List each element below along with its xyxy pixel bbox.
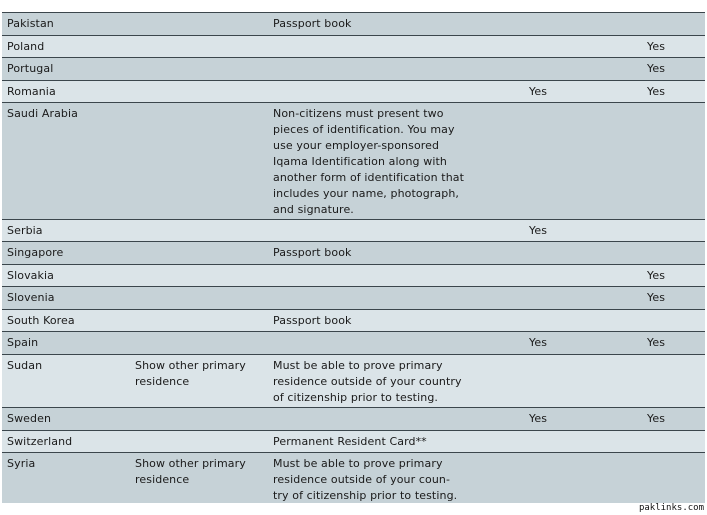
column-4-cell: Yes bbox=[529, 412, 548, 425]
other-requirement-cell bbox=[130, 265, 268, 286]
country-cell: Singapore bbox=[7, 246, 64, 259]
column-5-cell bbox=[642, 242, 705, 264]
table-row bbox=[2, 103, 705, 220]
column-5-cell: Yes bbox=[647, 269, 666, 282]
column-4-cell: Yes bbox=[529, 336, 548, 349]
other-requirement-cell bbox=[130, 220, 268, 241]
table-row bbox=[2, 408, 705, 431]
column-5-cell bbox=[642, 310, 705, 331]
column-4-cell bbox=[525, 431, 642, 452]
identification-cell bbox=[268, 220, 525, 241]
identification-cell bbox=[268, 58, 525, 80]
country-cell: Portugal bbox=[7, 62, 54, 75]
column-4-cell bbox=[525, 13, 642, 35]
column-4-cell: Yes bbox=[529, 224, 548, 237]
country-cell: Poland bbox=[7, 40, 45, 53]
other-requirement-cell: Show other primary residence bbox=[135, 359, 246, 388]
table-row bbox=[2, 453, 705, 503]
column-5-cell: Yes bbox=[647, 85, 666, 98]
other-requirement-cell: Show other primary residence bbox=[135, 457, 246, 486]
country-cell: Spain bbox=[7, 336, 39, 349]
column-4-cell bbox=[525, 310, 642, 331]
column-5-cell: Yes bbox=[647, 336, 666, 349]
country-cell: Sudan bbox=[7, 359, 43, 372]
other-requirement-cell bbox=[130, 36, 268, 57]
column-4-cell bbox=[525, 287, 642, 309]
other-requirement-cell bbox=[130, 13, 268, 35]
watermark-text: paklinks.com bbox=[638, 503, 704, 513]
identification-cell bbox=[268, 81, 525, 102]
other-requirement-cell bbox=[130, 310, 268, 331]
column-4-cell bbox=[525, 453, 642, 504]
column-5-cell bbox=[642, 13, 705, 35]
table-row bbox=[2, 13, 705, 36]
country-cell: Syria bbox=[7, 457, 36, 470]
identification-cell: Passport book bbox=[273, 17, 352, 30]
other-requirement-cell bbox=[130, 287, 268, 309]
column-4-cell bbox=[525, 265, 642, 286]
table-row bbox=[2, 287, 705, 310]
column-5-cell bbox=[642, 431, 705, 452]
country-cell: Pakistan bbox=[7, 17, 54, 30]
table-row bbox=[2, 242, 705, 265]
table-row bbox=[2, 265, 705, 287]
identification-cell bbox=[268, 36, 525, 57]
other-requirement-cell bbox=[130, 242, 268, 264]
column-5-cell: Yes bbox=[647, 40, 666, 53]
identification-cell: Must be able to prove primary residence outside of your coun- try of citizenship prior to testing. bbox=[273, 457, 458, 502]
column-4-cell bbox=[525, 58, 642, 80]
requirements-table bbox=[2, 12, 705, 503]
country-cell: Switzerland bbox=[7, 435, 73, 448]
other-requirement-cell bbox=[130, 332, 268, 354]
identification-cell: Must be able to prove primary residence outside of your country of citizenship prior to testing. bbox=[273, 359, 462, 404]
country-cell: Slovenia bbox=[7, 291, 55, 304]
column-5-cell bbox=[642, 103, 705, 219]
table-row bbox=[2, 332, 705, 355]
identification-cell bbox=[268, 408, 525, 430]
column-4-cell bbox=[525, 355, 642, 407]
table-row bbox=[2, 81, 705, 103]
other-requirement-cell bbox=[130, 103, 268, 219]
identification-cell: Passport book bbox=[273, 314, 352, 327]
country-cell: Romania bbox=[7, 85, 56, 98]
country-cell: Sweden bbox=[7, 412, 52, 425]
country-cell: Serbia bbox=[7, 224, 43, 237]
identification-cell bbox=[268, 265, 525, 286]
identification-cell: Non-citizens must present two pieces of identification. You may use your employer-sponsored Iqama Identification along with another form of identification that includes your name, photograph, and signature. bbox=[273, 107, 465, 216]
identification-cell bbox=[268, 287, 525, 309]
identification-cell: Passport book bbox=[273, 246, 352, 259]
column-5-cell bbox=[642, 453, 705, 504]
other-requirement-cell bbox=[130, 81, 268, 102]
country-cell: Saudi Arabia bbox=[7, 107, 78, 120]
other-requirement-cell bbox=[130, 408, 268, 430]
table-row bbox=[2, 431, 705, 453]
table-row bbox=[2, 36, 705, 58]
table-row bbox=[2, 310, 705, 332]
column-4-cell bbox=[525, 36, 642, 57]
identification-cell: Permanent Resident Card** bbox=[273, 435, 427, 448]
table-row bbox=[2, 355, 705, 408]
column-5-cell: Yes bbox=[647, 412, 666, 425]
other-requirement-cell bbox=[130, 431, 268, 452]
other-requirement-cell bbox=[130, 58, 268, 80]
column-5-cell bbox=[642, 355, 705, 407]
country-cell: South Korea bbox=[7, 314, 75, 327]
table-row bbox=[2, 58, 705, 81]
column-4-cell: Yes bbox=[529, 85, 548, 98]
column-4-cell bbox=[525, 103, 642, 219]
column-5-cell: Yes bbox=[647, 291, 666, 304]
column-4-cell bbox=[525, 242, 642, 264]
column-5-cell: Yes bbox=[647, 62, 666, 75]
column-5-cell bbox=[642, 220, 705, 241]
country-cell: Slovakia bbox=[7, 269, 54, 282]
identification-cell bbox=[268, 332, 525, 354]
table-row bbox=[2, 220, 705, 242]
